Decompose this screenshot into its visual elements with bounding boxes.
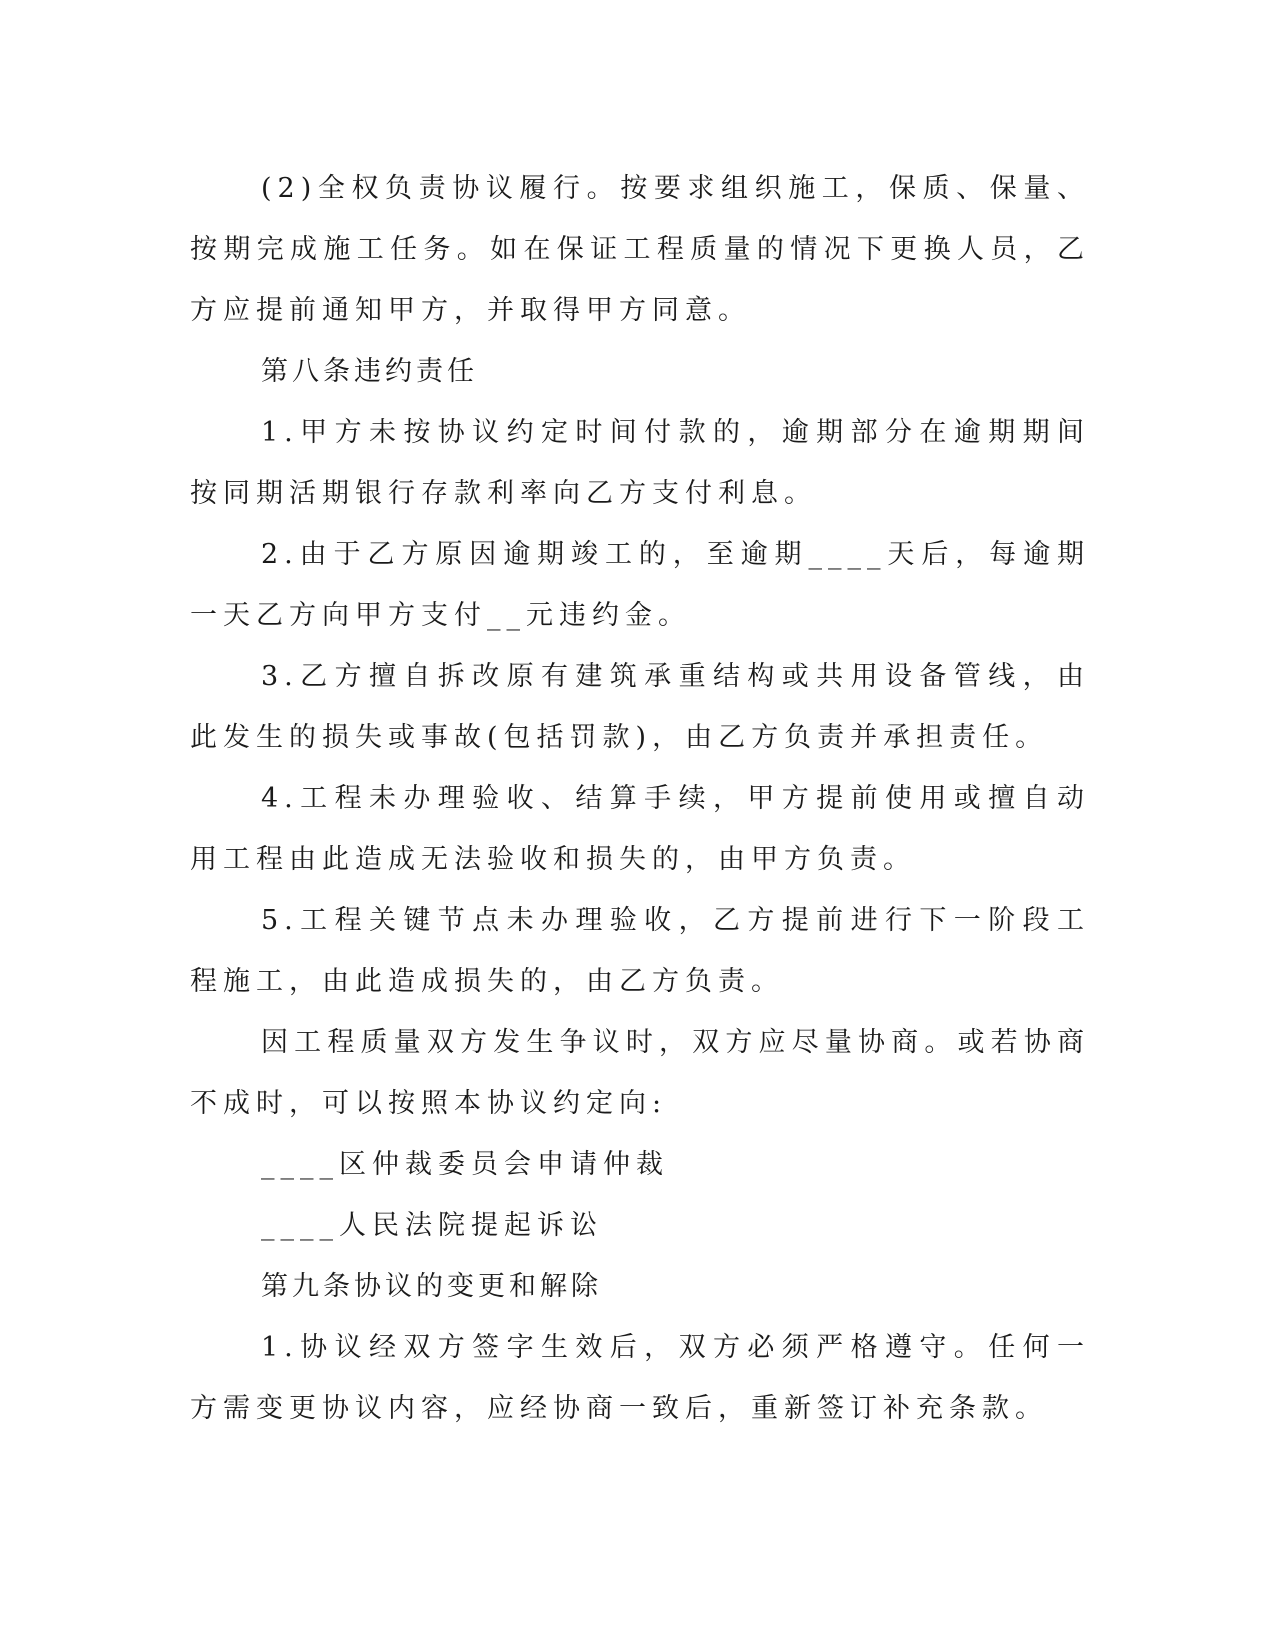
paragraph-litigation-option: ____人民法院提起诉讼 [261, 1210, 603, 1241]
paragraph-late-completion: 2.由于乙方原因逾期竣工的，至逾期____天后，每逾期一天乙方向甲方支付__元违约金。 [190, 539, 1090, 631]
heading-article-8-liability: 第八条违约责任 [261, 356, 478, 387]
paragraph-early-use: 4.工程未办理验收、结算手续，甲方提前使用或擅自动用工程由此造成无法验收和损失的，由甲方负责。 [190, 783, 1090, 875]
document-body [190, 158, 1090, 1439]
paragraph-arbitration-option: ____区仲裁委员会申请仲裁 [261, 1149, 669, 1180]
heading-article-9-change: 第九条协议的变更和解除 [261, 1271, 602, 1302]
paragraph-dispute-resolution: 因工程质量双方发生争议时，双方应尽量协商。或若协商不成时，可以按照本协议约定向: [190, 1027, 1090, 1119]
paragraph-late-payment: 1.甲方未按协议约定时间付款的，逾期部分在逾期期间按同期活期银行存款利率向乙方支付利息。 [190, 417, 1090, 509]
paragraph-milestone-acceptance: 5.工程关键节点未办理验收，乙方提前进行下一阶段工程施工，由此造成损失的，由乙方负责。 [190, 905, 1090, 997]
paragraph-unauthorized-alteration: 3.乙方擅自拆改原有建筑承重结构或共用设备管线，由此发生的损失或事故(包括罚款)，由乙方负责并承担责任。 [190, 661, 1090, 753]
paragraph-contractor-duty: (2)全权负责协议履行。按要求组织施工，保质、保量、按期完成施工任务。如在保证工程质量的情况下更换人员，乙方应提前通知甲方，并取得甲方同意。 [190, 173, 1090, 326]
paragraph-amendment: 1.协议经双方签字生效后，双方必须严格遵守。任何一方需变更协议内容，应经协商一致后，重新签订补充条款。 [190, 1332, 1090, 1424]
